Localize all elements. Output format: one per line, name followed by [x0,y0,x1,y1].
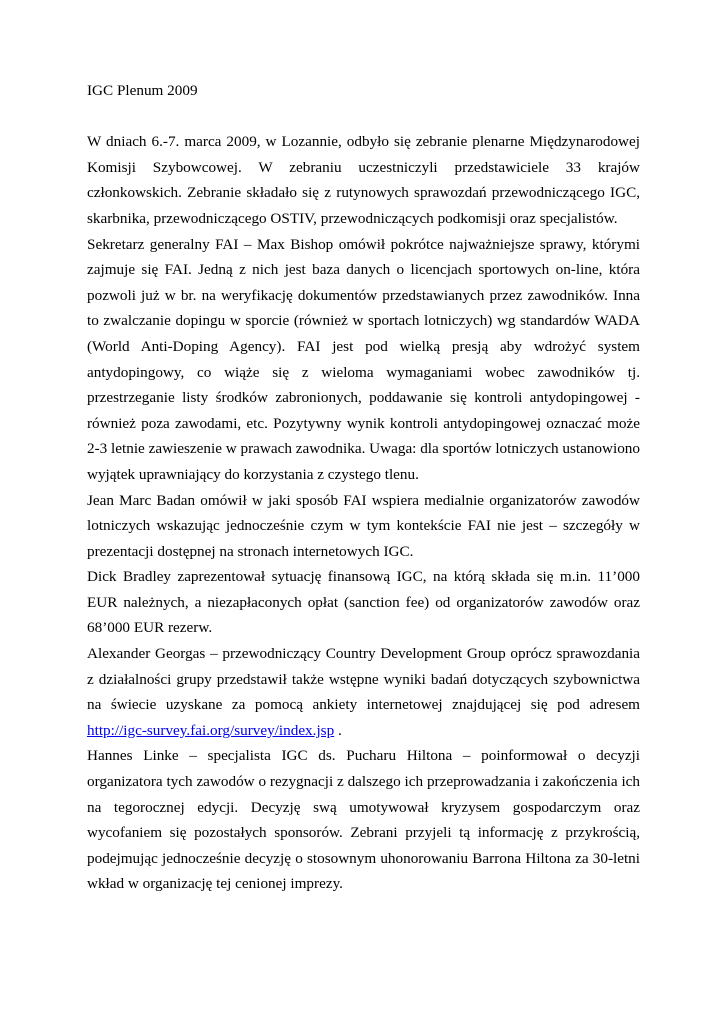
paragraph-plenary-meeting: W dniach 6.-7. marca 2009, w Lozannie, odbyło się zebranie plenarne Międzynarodowej Komisji Szybowcowej. W zebraniu uczestniczyli przedstawiciele 33 krajów członkowskich. Zebranie składało się z rutynowych sprawozdań przewodniczącego IGC, skarbnika, przewodniczącego OSTIV, przewodniczących podkomisji oraz specjalistów. [87,133,640,227]
document-title: IGC Plenum 2009 [87,82,198,99]
survey-link[interactable]: http://igc-survey.fai.org/survey/index.jsp [87,721,335,739]
document-page [87,78,640,897]
paragraph-country-development-text: Alexander Georgas – przewodniczący Country Development Group oprócz sprawozdania z działalności grupy przedstawił także wstępne wyniki badań dotyczących szybownictwa na świecie uzyskane za pomocą ankiety internetowej znajdującej się pod adresem [87,645,640,714]
paragraph-secretary-general: Sekretarz generalny FAI – Max Bishop omówił pokrótce najważniejsze sprawy, którymi zajmuje się FAI. Jedną z nich jest baza danych o licencjach sportowych on-line, która pozwoli już w br. na weryfikację dokumentów przedstawianych przez zawodników. Inna to zwalczanie dopingu w sporcie (również w sportach lotniczych) wg standardów WADA (World Anti-Doping Agency). FAI jest pod wielką presją aby wdrożyć system antydopingowy, co wiąże się z wieloma wymaganiami wobec zawodników tj. przestrzeganie listy środków zabronionych, poddawanie się kontroli antydopingowej - również poza zawodami, etc. Pozytywny wynik kontroli antydopingowej oznaczać może 2-3 letnie zawieszenie w prawach zawodnika. Uwaga: dla sportów lotniczych ustanowiono wyjątek uprawniający do korzystania z czystego tlenu. [87,235,640,483]
paragraph-country-development [87,641,640,743]
paragraph-financial-situation: Dick Bradley zaprezentował sytuację finansową IGC, na którą składa się m.in. 11’000 EUR należnych, a niezapłaconych opłat (sanction fee) od organizatorów zawodów oraz 68’000 EUR rezerw. [87,568,640,637]
paragraph-hilton-cup: Hannes Linke – specjalista IGC ds. Pucharu Hiltona – poinformował o decyzji organizatora tych zawodów o rezygnacji z dalszego ich przeprowadzania i zakończenia ich na tegorocznej edycji. Decyzję swą umotywował kryzysem gospodarczym oraz wycofaniem się pozostałych sponsorów. Zebrani przyjeli tą informację z przykrością, podejmując jednocześnie decyzję o stosownym uhonorowaniu Barrona Hiltona za 30-letni wkład w organizację tej cenionej imprezy. [87,747,640,893]
paragraph-country-development-end: . [334,721,342,739]
paragraph-media-support: Jean Marc Badan omówił w jaki sposób FAI wspiera medialnie organizatorów zawodów lotniczych wskazując jednocześnie czym w tym kontekście FAI nie jest – szczegóły w prezentacji dostępnej na stronach internetowych IGC. [87,491,640,560]
